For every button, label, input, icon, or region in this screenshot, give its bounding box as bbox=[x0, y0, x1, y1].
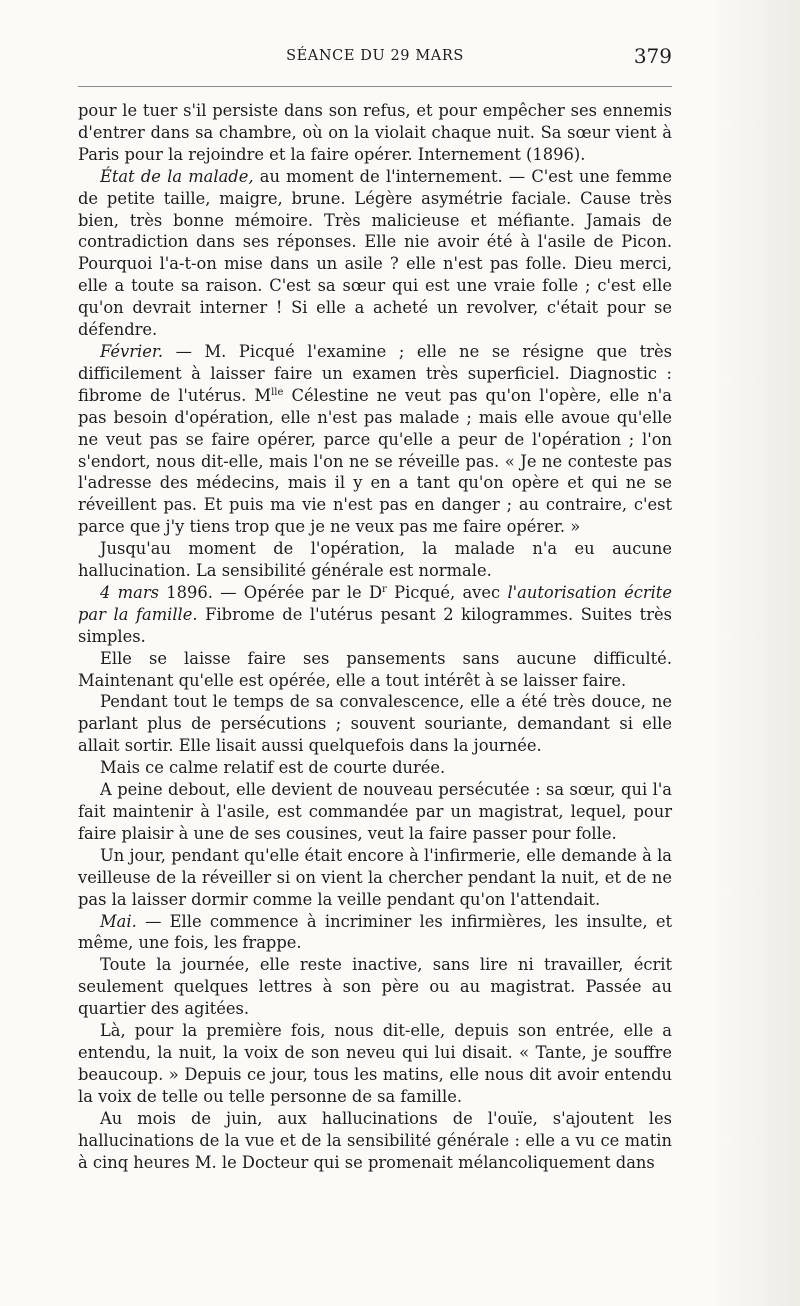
text-run: — M. Picqué l'examine ; elle ne se résigne que très difficilement à laisser faire un examen très superficiel. Diagnostic : fibrome de l'utérus. M bbox=[78, 341, 672, 405]
paragraph bbox=[78, 691, 672, 757]
running-header bbox=[78, 44, 672, 74]
paragraph bbox=[78, 1020, 672, 1108]
paragraph bbox=[78, 538, 672, 582]
italic-text: Février. bbox=[100, 341, 164, 361]
text-run: A peine debout, elle devient de nouveau persécutée : sa sœur, qui l'a fait maintenir à l'asile, est commandée par un magistrat, lequel, pour faire plaisir à une de ses cousines, veut la faire passer pour folle. bbox=[78, 780, 672, 843]
text-run: Un jour, pendant qu'elle était encore à l'infirmerie, elle demande à la veilleuse de la réveiller si on vient la chercher pendant la nuit, et de ne pas la laisser dormir comme la veille pendant qu'on l'attendait. bbox=[78, 845, 672, 909]
header-rule bbox=[78, 86, 672, 87]
italic-text: l'autorisation écrite par la famille. bbox=[78, 582, 672, 624]
text-run: Mais ce calme relatif est de courte durée. bbox=[100, 758, 446, 778]
page-number: 379 bbox=[633, 44, 672, 68]
text-run: Elle se laisse faire ses pansements sans aucune difficulté. Maintenant qu'elle est opérée, elle a tout intérêt à se laisser faire. bbox=[78, 648, 672, 690]
italic-text: Mai. bbox=[100, 911, 137, 931]
text-run: pour le tuer s'il persiste dans son refus, et pour empêcher ses ennemis d'entrer dans sa chambre, où on la violait chaque nuit. Sa sœur vient à Paris pour la rejoindre et la faire opérer. Internement (1896). bbox=[78, 101, 672, 164]
superscript: lle bbox=[271, 386, 284, 398]
text-run: Célestine ne veut pas qu'on l'opère, elle n'a pas besoin d'opération, elle n'est pas malade ; mais elle avoue qu'elle ne veut pas se faire opérer, parce qu'elle a peur de l'opération ; l'on s'endort, nous dit-elle, mais l'on ne se réveille pas. « Je ne conteste pas l'adresse des médecins, mais il y en a tant qu'on opère et qui ne se réveillent pas. Et puis ma vie n'est pas en danger ; au contraire, c'est parce que j'y tiens trop que je ne veux pas me faire opérer. » bbox=[78, 385, 672, 537]
paragraph bbox=[78, 341, 672, 538]
text-run: Picqué, avec bbox=[386, 582, 508, 602]
text-run: Fibrome de l'utérus pesant 2 kilogrammes. Suites très simples. bbox=[78, 604, 672, 646]
paragraph bbox=[78, 845, 672, 911]
text-run: au moment de l'internement. — C'est une femme de petite taille, maigre, brune. Légère asymétrie faciale. Cause très bien, très bonne mémoire. Très malicieuse et méfiante. Jamais de contradiction dans ses réponses. Elle nie avoir été à l'asile de Picon. Pourquoi l'a-t-on mise dans un asile ? elle n'est pas folle. Dieu merci, elle a toute sa raison. C'est sa sœur qui est une vraie folle ; c'est elle qu'on devrait interner ! Si elle a acheté un revolver, c'était pour se défendre. bbox=[78, 166, 672, 340]
text-run: Là, pour la première fois, nous dit-elle, depuis son entrée, elle a entendu, la nuit, la voix de son neveu qui lui disait. « Tante, je souffre beaucoup. » Depuis ce jour, tous les matins, elle nous dit avoir entendu la voix de telle ou telle personne de sa famille. bbox=[78, 1021, 672, 1106]
text-run: Jusqu'au moment de l'opération, la malade n'a eu aucune hallucination. La sensibilité générale est normale. bbox=[78, 539, 672, 581]
paragraph bbox=[78, 954, 672, 1020]
text-run: — Elle commence à incriminer les infirmières, les insulte, et même, une fois, les frappe. bbox=[78, 911, 672, 953]
text-run: Toute la journée, elle reste inactive, sans lire ni travailler, écrit seulement quelques lettres à son père ou au magistrat. Passée au quartier des agitées. bbox=[78, 955, 672, 1019]
running-title: SÉANCE DU 29 MARS bbox=[286, 48, 464, 64]
text-run: Au mois de juin, aux hallucinations de l'ouïe, s'ajoutent les hallucinations de la vue et de la sensibilité générale : elle a vu ce matin à cinq heures M. le Docteur qui se promenait mélancoliquement dans bbox=[78, 1108, 672, 1172]
paragraph bbox=[78, 779, 672, 845]
page-edge-shadow bbox=[710, 0, 800, 1306]
italic-text: État de la malade, bbox=[100, 166, 254, 186]
paragraph bbox=[78, 166, 672, 341]
body-text bbox=[78, 100, 672, 1173]
paragraph bbox=[78, 582, 672, 648]
paragraph bbox=[78, 911, 672, 955]
italic-text: 4 mars bbox=[100, 582, 159, 602]
text-run: 1896. — Opérée par le D bbox=[158, 582, 383, 602]
superscript: r bbox=[382, 583, 387, 595]
paragraph bbox=[78, 757, 672, 779]
paragraph bbox=[78, 100, 672, 166]
paragraph bbox=[78, 648, 672, 692]
text-run: Pendant tout le temps de sa convalescence, elle a été très douce, ne parlant plus de persécutions ; souvent souriante, demandant si elle allait sortir. Elle lisait aussi quelquefois dans la journée. bbox=[78, 692, 672, 756]
paragraph bbox=[78, 1108, 672, 1174]
